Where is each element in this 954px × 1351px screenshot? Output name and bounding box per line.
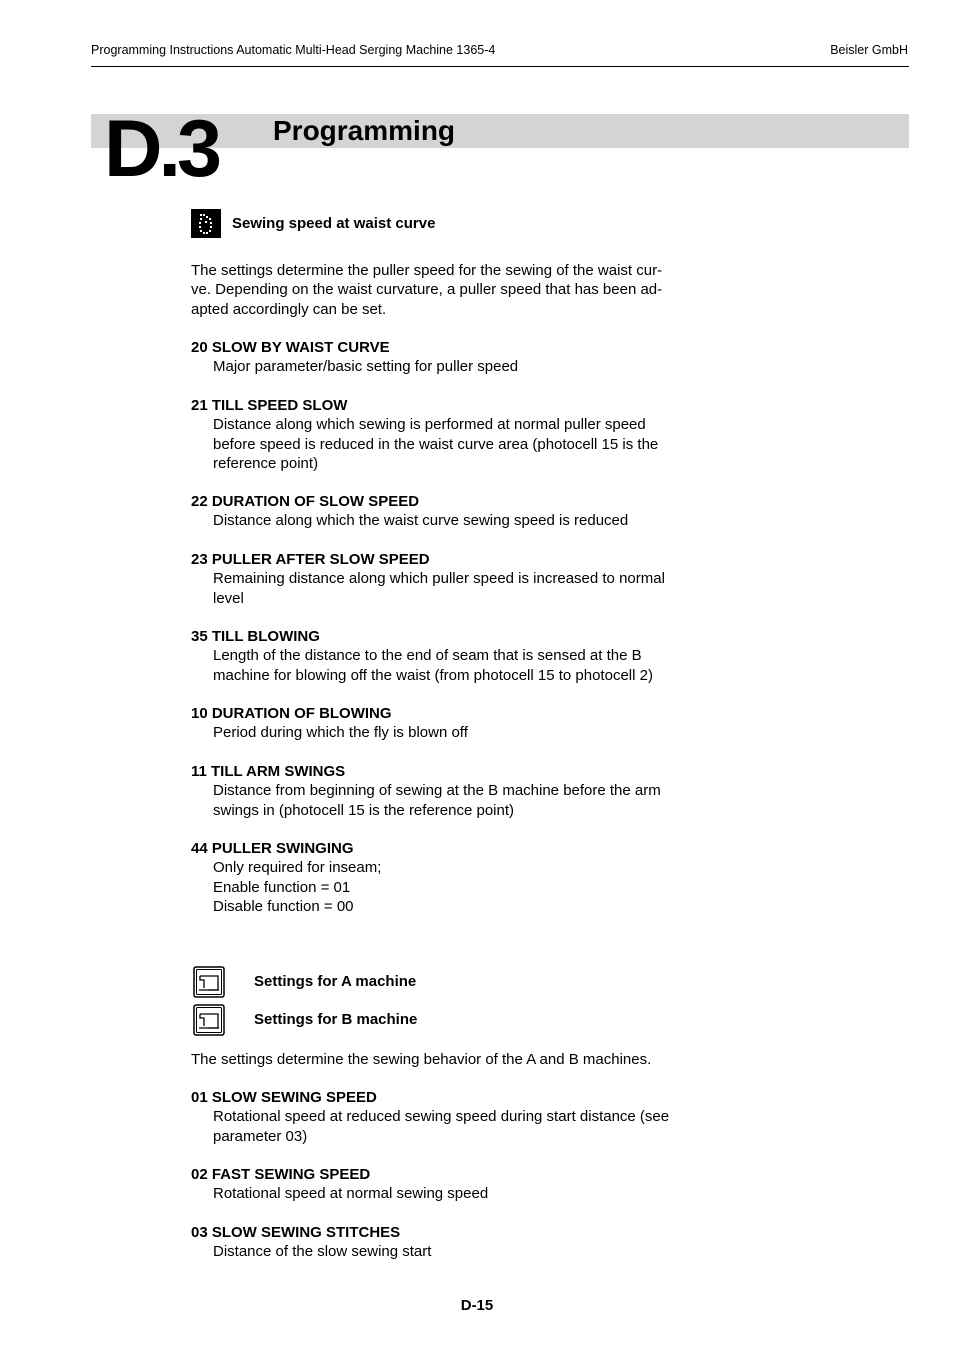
param-title: 44 PULLER SWINGING (191, 840, 354, 857)
waist-intro-line: apted accordingly can be set. (191, 300, 387, 318)
param-11 (191, 762, 711, 820)
param-description: machine for blowing off the waist (from photocell 15 to photocell 2) (213, 666, 653, 684)
param-description: Period during which the fly is blown off (213, 724, 468, 742)
waist-curve-heading: Sewing speed at waist curve (232, 215, 436, 232)
param-description: Enable function = 01 (213, 878, 351, 896)
param-description: Major parameter/basic setting for puller speed (213, 358, 519, 376)
param-title: 23 PULLER AFTER SLOW SPEED (191, 551, 430, 568)
param-description: Distance along which the waist curve sewing speed is reduced (213, 512, 629, 530)
param-description: Distance along which sewing is performed at normal puller speed (213, 416, 646, 434)
page-number: D-15 (460, 1297, 494, 1314)
param-title: 11 TILL ARM SWINGS (191, 763, 346, 780)
machines-intro: The settings determine the sewing behavior of the A and B machines. (191, 1051, 652, 1068)
param-title: 21 TILL SPEED SLOW (191, 397, 348, 414)
param-description: swings in (photocell 15 is the reference point) (213, 801, 514, 819)
param-10 (191, 704, 711, 743)
sewing-machine-a-icon (193, 966, 225, 998)
section-title: Programming (273, 115, 456, 146)
section-number: D.3 (104, 104, 219, 194)
waist-intro-line: ve. Depending on the waist curvature, a puller speed that has been ad- (191, 281, 663, 299)
param-title: 22 DURATION OF SLOW SPEED (191, 493, 420, 510)
param-description: Distance of the slow sewing start (213, 1243, 432, 1261)
param-21 (191, 396, 711, 473)
param-description: Disable function = 00 (213, 897, 354, 915)
waist-intro (191, 261, 711, 319)
param-title: 01 SLOW SEWING SPEED (191, 1089, 377, 1106)
param-02 (191, 1165, 711, 1204)
param-title: 10 DURATION OF BLOWING (191, 705, 392, 722)
param-03 (191, 1223, 711, 1262)
param-description: Remaining distance along which puller speed is increased to normal (213, 570, 665, 588)
param-description: before speed is reduced in the waist curve area (photocell 15 is the (213, 435, 659, 453)
header-divider (91, 66, 909, 67)
param-01 (191, 1088, 711, 1146)
param-title: 20 SLOW BY WAIST CURVE (191, 339, 390, 356)
machine-a-label: Settings for A machine (254, 973, 417, 990)
param-title: 35 TILL BLOWING (191, 628, 320, 645)
param-title: 02 FAST SEWING SPEED (191, 1166, 371, 1183)
param-description: Distance from beginning of sewing at the B machine before the arm (213, 782, 661, 800)
param-description: Only required for inseam; (213, 859, 382, 877)
waist-curve-speed-icon (191, 209, 221, 238)
param-20 (191, 338, 711, 377)
header-company: Beisler GmbH (830, 43, 908, 57)
header-document-title: Programming Instructions Automatic Multi-Head Serging Machine 1365-4 (91, 43, 496, 57)
param-description: level (213, 589, 244, 607)
param-description: Rotational speed at normal sewing speed (213, 1185, 489, 1203)
param-35 (191, 627, 711, 685)
param-22 (191, 492, 711, 531)
param-23 (191, 550, 711, 608)
param-44 (191, 839, 711, 916)
param-description: reference point) (213, 454, 319, 472)
param-description: parameter 03) (213, 1127, 308, 1145)
waist-intro-line: The settings determine the puller speed for the sewing of the waist cur- (191, 262, 663, 279)
param-title: 03 SLOW SEWING STITCHES (191, 1224, 401, 1241)
param-description: Length of the distance to the end of seam that is sensed at the B (213, 647, 642, 665)
sewing-machine-b-icon (193, 1004, 225, 1036)
param-description: Rotational speed at reduced sewing speed during start distance (see (213, 1108, 670, 1126)
machine-b-label: Settings for B machine (254, 1011, 418, 1028)
